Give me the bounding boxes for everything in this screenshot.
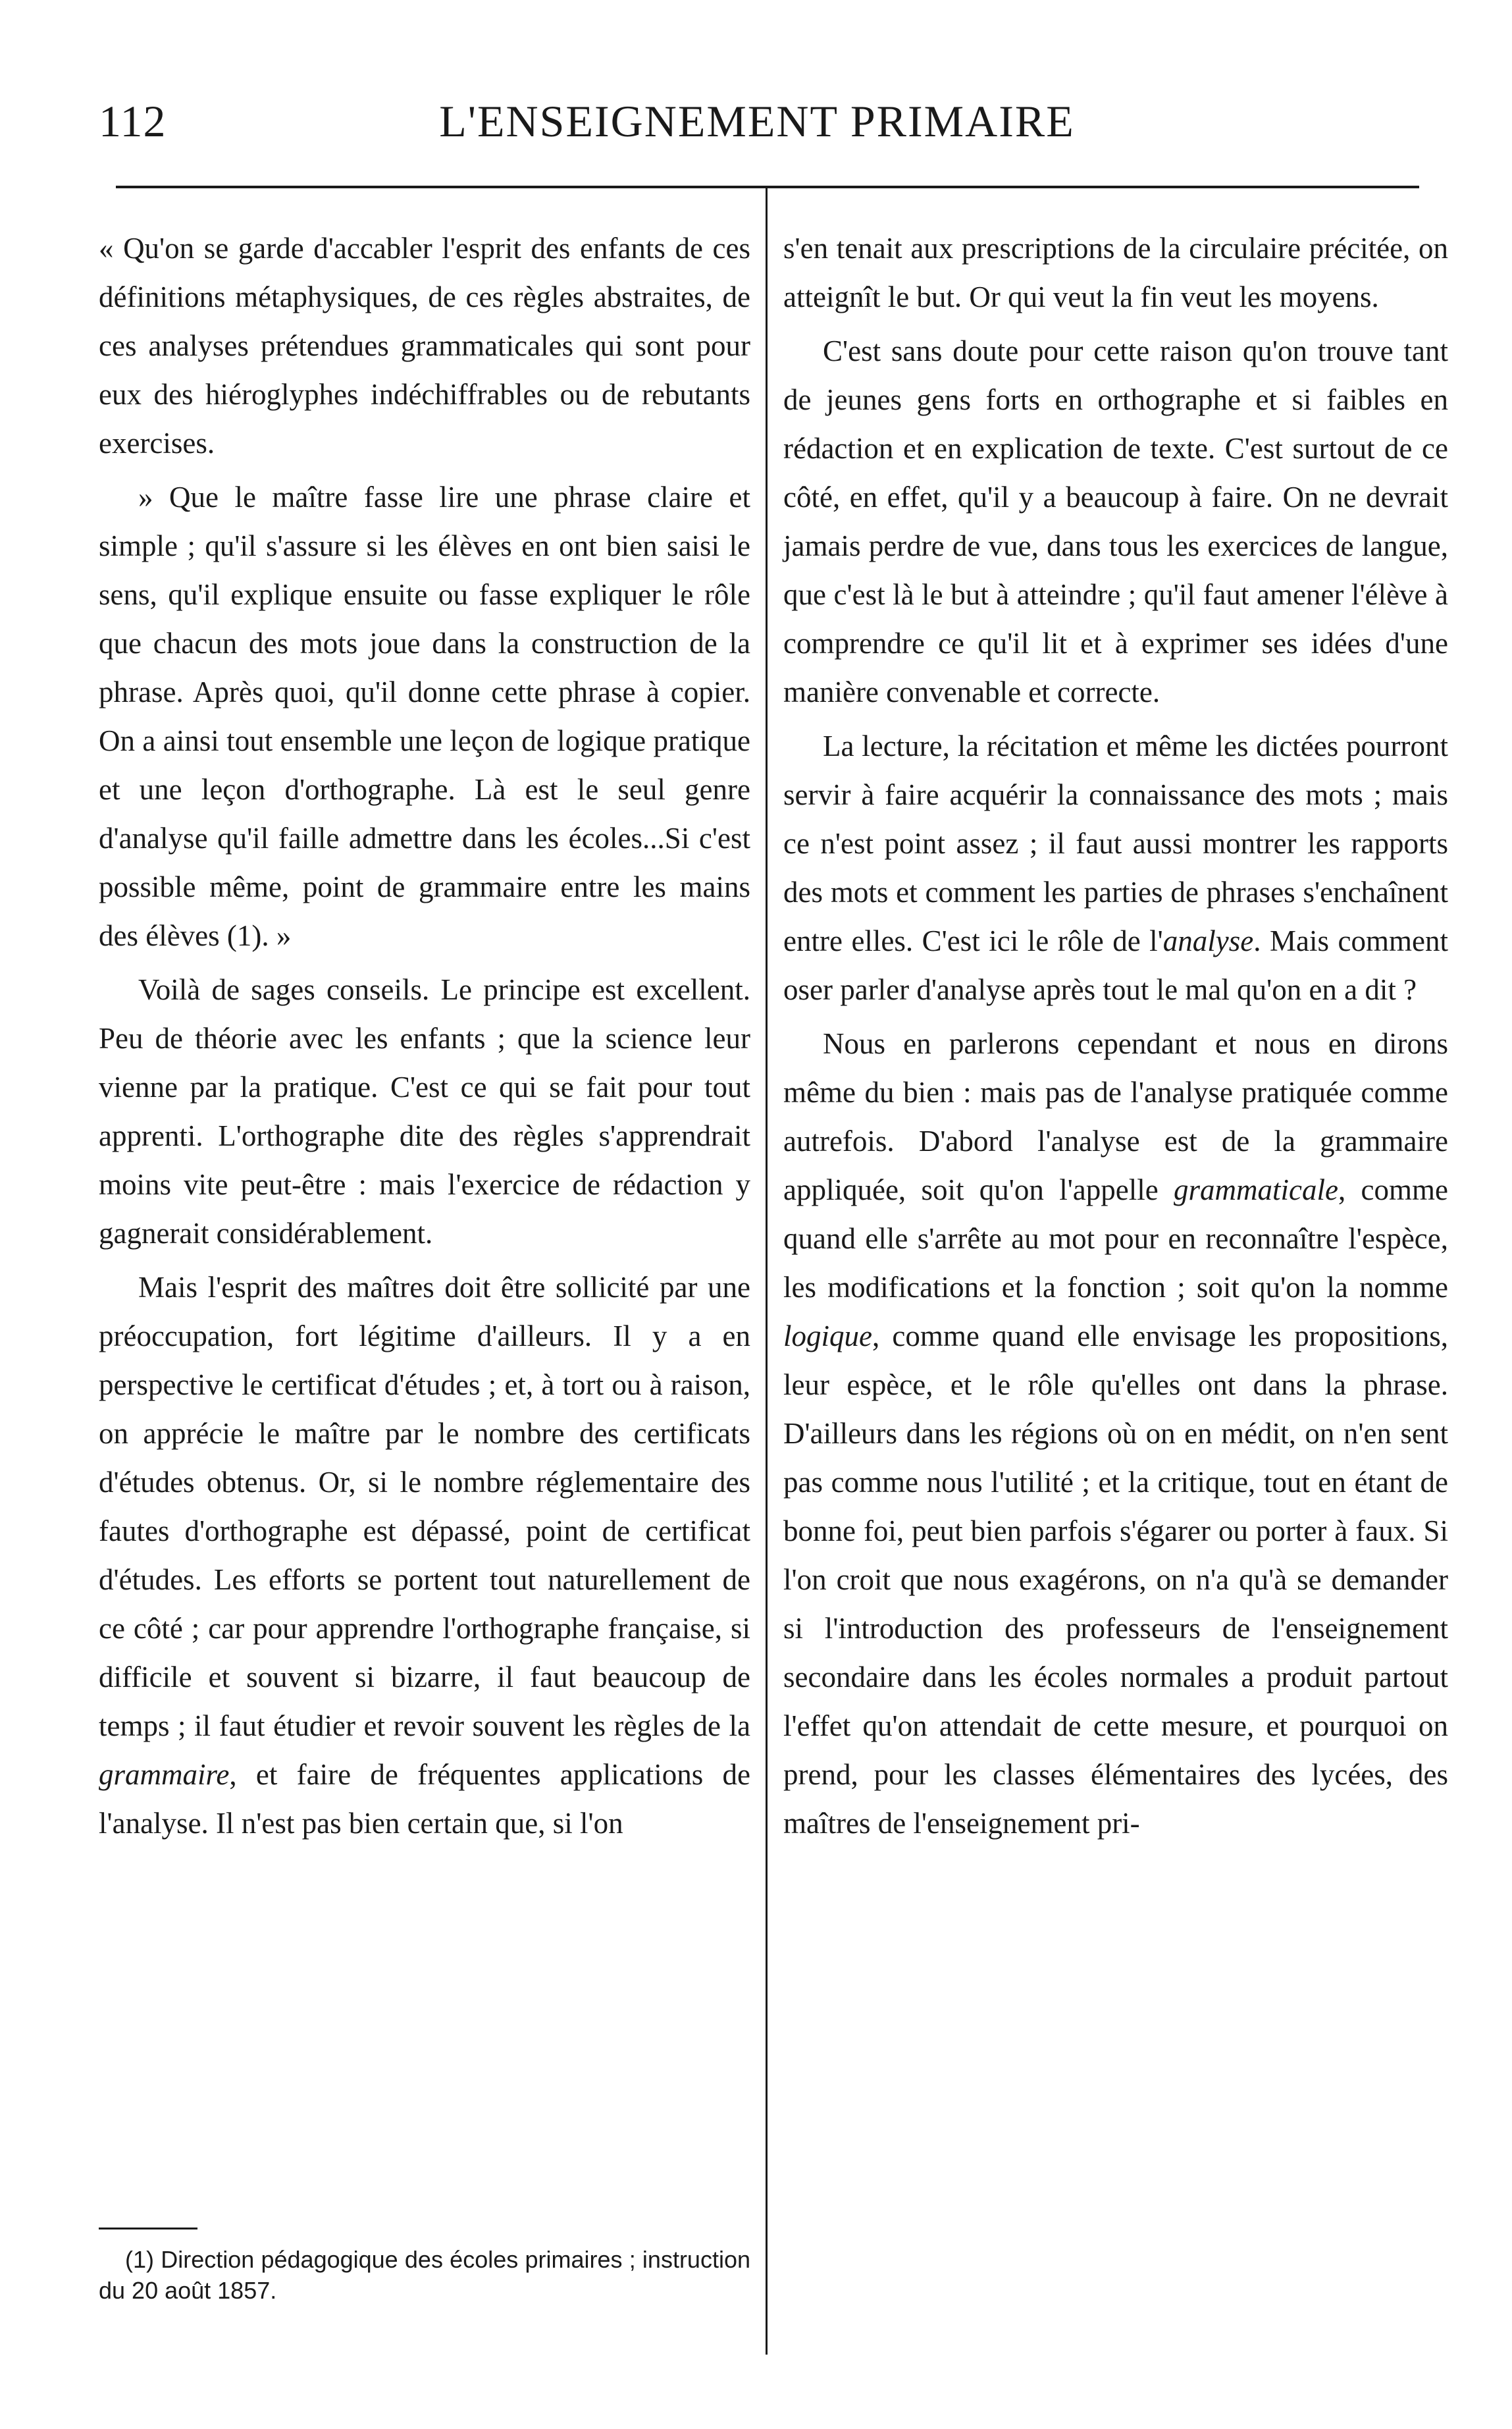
footnote-text: (1) Direction pédagogique des écoles primaires ; instruction du 20 août 1857. bbox=[99, 2246, 750, 2304]
right-column bbox=[783, 224, 1448, 1848]
footnote bbox=[99, 2244, 750, 2306]
emphasis-grammaire: grammaire bbox=[99, 1758, 230, 1791]
text-run: , comme quand elle envisage les propositions, leur espèce, et le rôle qu'elles ont dans la phrase. D'ailleurs dans les régions où on en médit, on n'en sent pas comme nous l'utilité ; et la critique, tout en étant de bonne foi, peut bien parfois s'égarer ou porter à faux. Si l'on croit que nous exagérons, on n'a qu'à se demander si l'introduction des professeurs de l'enseignement secondaire dans les écoles normales a produit partout l'effet qu'on attendait de cette mesure, et pourquoi on prend, pour les classes élémentaires des lycées, des maîtres de l'enseignement pri- bbox=[783, 1320, 1448, 1840]
text-run: , comme quand elle s'arrête au mot pour en reconnaître l'espèce, les modifications et la fonction ; soit qu'on la nomme bbox=[783, 1173, 1448, 1304]
header-rule bbox=[116, 186, 1419, 188]
body-paragraph-4 bbox=[783, 722, 1448, 1014]
left-column bbox=[99, 224, 750, 1848]
text-run: La lecture, la récitation et même les dictées pourront servir à faire acquérir la connaissance des mots ; mais ce n'est point assez ; il faut aussi montrer les rapports des mots et comment les parties de phrases s'enchaînent entre elles. C'est ici le rôle de l' bbox=[783, 730, 1448, 957]
body-paragraph-5 bbox=[783, 1019, 1448, 1848]
running-title: L'ENSEIGNEMENT PRIMAIRE bbox=[439, 96, 1075, 146]
quote-paragraph-2: » Que le maître fasse lire une phrase claire et simple ; qu'il s'assure si les élèves en ont bien saisi le sens, qu'il explique ensuite ou fasse expliquer le rôle que chacun des mots joue dans la construction de la phrase. Après quoi, qu'il donne cette phrase à copier. On a ainsi tout ensemble une leçon de logique pratique et une leçon d'orthographe. Là est le seul genre d'analyse qu'il faille admettre dans les écoles...Si c'est possible même, point de grammaire entre les mains des élèves (1). » bbox=[99, 481, 750, 952]
text-run: Mais l'esprit des maîtres doit être sollicité par une préoccupation, fort légitime d'ailleurs. Il y a en perspective le certificat d'études ; et, à tort ou à raison, on apprécie le maître par le nombre des certificats d'études obtenus. Or, si le nombre réglementaire des fautes d'orthographe est dépassé, point de certificat d'études. Les efforts se portent tout naturellement de ce côté ; car pour apprendre l'orthographe française, si difficile et souvent si bizarre, il faut beaucoup de temps ; il faut étudier et revoir souvent les règles de la bbox=[99, 1271, 750, 1742]
text-run: . Mais comment oser parler d'analyse après tout le mal qu'on en a dit ? bbox=[783, 924, 1448, 1006]
emphasis-analyse: analyse bbox=[1162, 924, 1254, 957]
footnote-rule bbox=[99, 2228, 197, 2229]
emphasis-grammaticale: grammaticale bbox=[1174, 1173, 1338, 1206]
text-run: Nous en parlerons cependant et nous en dirons même du bien : mais pas de l'analyse pratiquée comme autrefois. D'abord l'analyse est de la grammaire appliquée, soit qu'on l'appelle bbox=[783, 1027, 1448, 1206]
body-paragraph-2 bbox=[99, 1263, 750, 1848]
column-divider bbox=[766, 188, 768, 2355]
page-number: 112 bbox=[99, 96, 167, 146]
continued-paragraph: s'en tenait aux prescriptions de la circulaire précitée, on atteignît le but. Or qui veut la fin veut les moyens. bbox=[783, 232, 1448, 313]
body-paragraph-1: Voilà de sages conseils. Le principe est excellent. Peu de théorie avec les enfants ; que la science leur vienne par la pratique. C'est ce qui se fait pour tout apprenti. L'orthographe dite des règles s'apprendrait moins vite peut-être : mais l'exercice de rédaction y gagnerait considérablement. bbox=[99, 973, 750, 1250]
text-run: , et faire de fréquentes applications de l'analyse. Il n'est pas bien certain que, si l'on bbox=[99, 1758, 750, 1840]
emphasis-logique: logique bbox=[783, 1320, 872, 1352]
body-paragraph-3: C'est sans doute pour cette raison qu'on trouve tant de jeunes gens forts en orthographe et si faibles en rédaction et en explication de texte. C'est surtout de ce côté, en effet, qu'il y a beaucoup à faire. On ne devrait jamais perdre de vue, dans tous les exercices de langue, que c'est là le but à atteindre ; qu'il faut amener l'élève à comprendre ce qu'il lit et à exprimer ses idées d'une manière convenable et correcte. bbox=[783, 334, 1448, 708]
quote-paragraph-1: « Qu'on se garde d'accabler l'esprit des enfants de ces définitions métaphysiques, de ces règles abstraites, de ces analyses prétendues grammaticales qui sont pour eux des hiéroglyphes indéchiffrables ou de rebutants exercises. bbox=[99, 232, 750, 460]
